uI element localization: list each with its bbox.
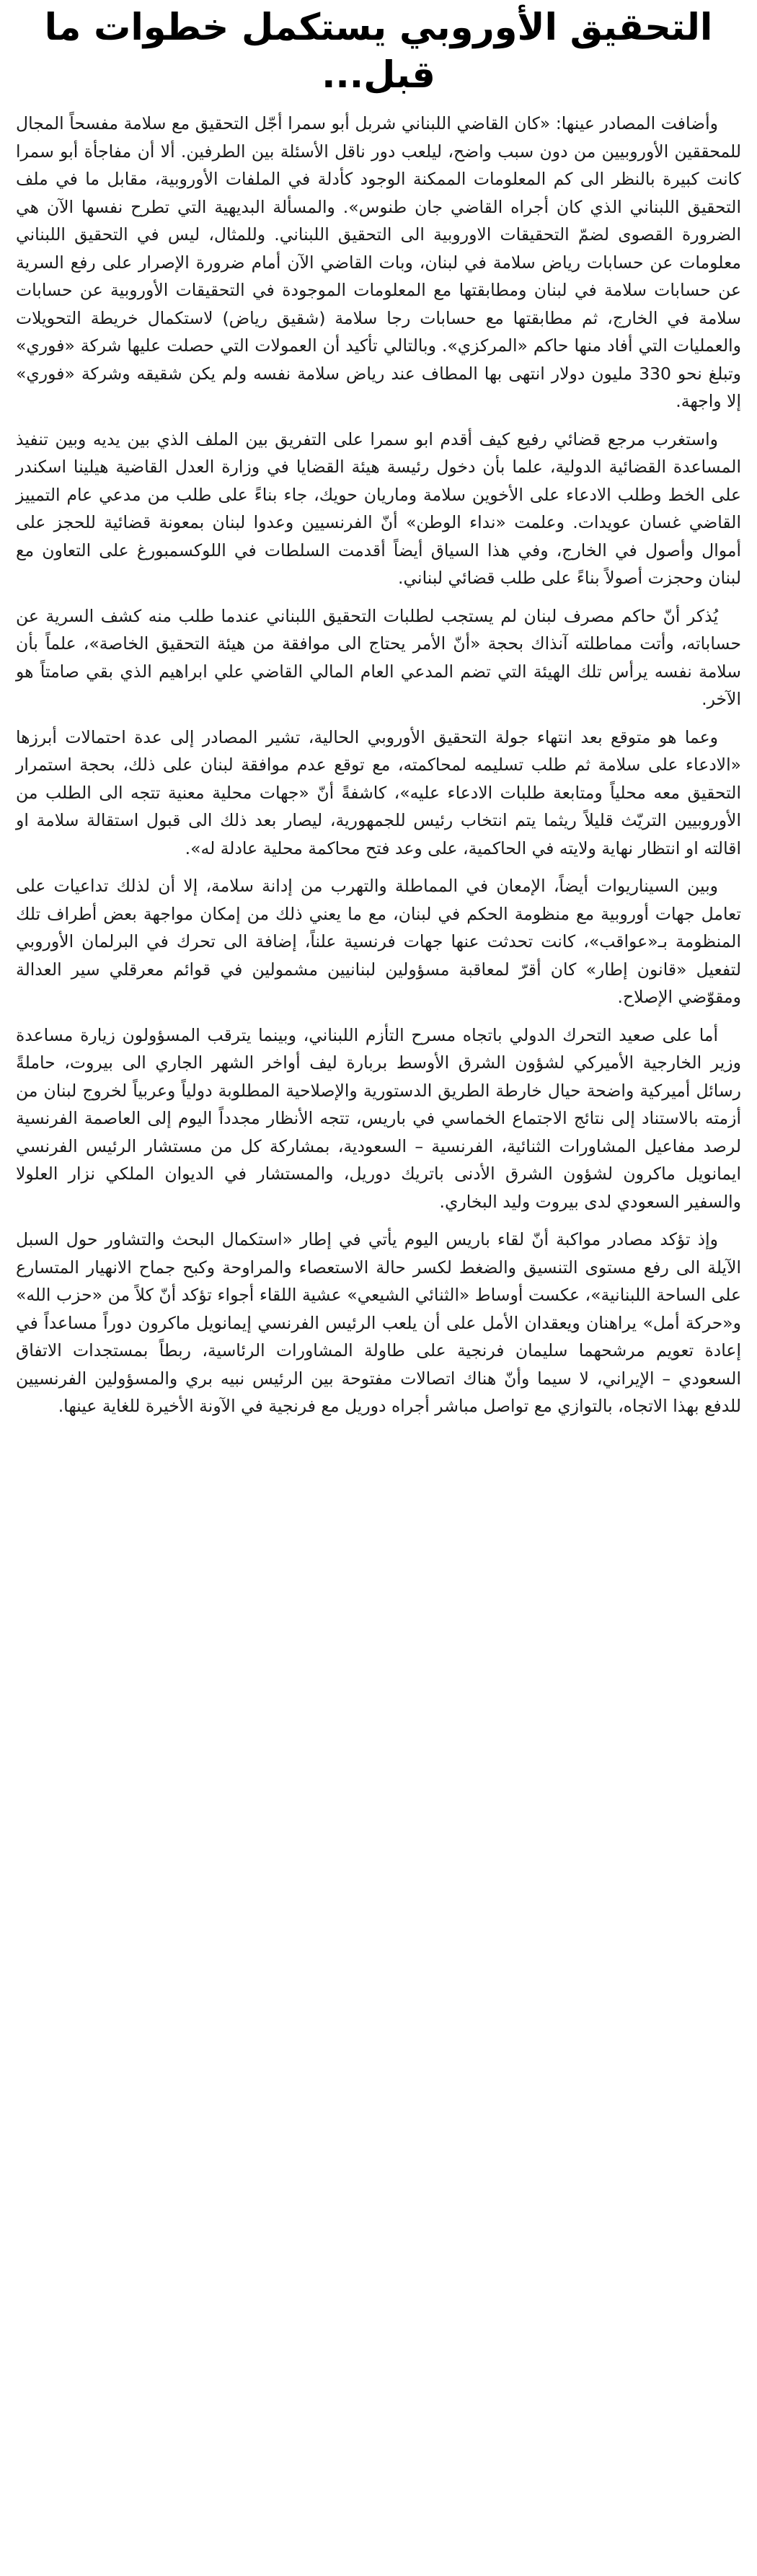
article-paragraph: وأضافت المصادر عينها: «كان القاضي اللبناني شربل أبو سمرا أجّل التحقيق مع سلامة مفسحاً المجال للمحققين الأوروبيين من دون سبب واضح، ليلعب دور ناقل الأسئلة بين الطرفين. ألا أن مفاجأة أبو سمرا كانت كبيرة بالنظر الى كم المعلومات الممكنة الوجود كأدلة في الملفات الأوروبية، مقابل ما في ملف التحقيق اللبناني الذي كان أجراه القاضي جان طنوس». والمسألة البديهية التي تطرح نفسها الآن هي الضرورة القصوى لضمّ التحقيقات الاوروبية الى التحقيق اللبناني. وللمثال، ليس في التحقيق اللبناني معلومات عن حسابات رياض سلامة في لبنان، وبات القاضي الآن أمام ضرورة الإصرار على رفع السرية عن حسابات سلامة في لبنان ومطابقتها مع المعلومات الموجودة في التحقيقات الأوروبية عن حسابات سلامة في الخارج، ثم مطابقتها مع حسابات رجا سلامة (شقيق رياض) لاستكمال خريطة التحويلات والعمليات التي أفاد منها حاكم «المركزي». وبالتالي تأكيد أن العمولات التي حصلت عليها شركة «فوري» وتبلغ نحو 330 مليون دولار انتهى بها المطاف عند رياض سلامة نفسه ولم يكن شقيقه وشركة «فوري» إلا واجهة. (16, 113, 741, 411)
article-paragraph: يُذكر أنّ حاكم مصرف لبنان لم يستجب لطلبات التحقيق اللبناني عندما طلب منه كشف السرية عن حساباته، وأتت مماطلته آنذاك بحجة «أنّ الأمر يحتاج الى موافقة من هيئة التحقيق الخاصة»، علماً بأن سلامة نفسه يرأس تلك الهيئة التي تضم المدعي العام المالي القاضي علي ابراهيم الذي بقي صامتاً هو الآخر. (16, 605, 741, 709)
article-body (16, 110, 741, 1420)
article-headline: التحقيق الأوروبي يستكمل خطوات ما قبل... (44, 6, 713, 97)
article-paragraph: أما على صعيد التحرك الدولي باتجاه مسرح التأزم اللبناني، وبينما يترقب المسؤولون زيارة مساعدة وزير الخارجية الأميركي لشؤون الشرق الأوسط بربارة ليف أواخر الشهر الجاري الى بيروت، حاملةً رسائل أميركية واضحة حيال خارطة الطريق الدستورية والإصلاحية المطلوبة دولياً وعربياً لخروج لبنان من أزمته بالاستناد إلى نتائج الاجتماع الخماسي في باريس، تتجه الأنظار مجدداً اليوم إلى العاصمة الفرنسية لرصد مفاعيل المشاورات الثنائية، الفرنسية – السعودية، بمشاركة كل من مستشار الرئيس الفرنسي ايمانويل ماكرون لشؤون الشرق الأدنى باتريك دوريل، والمستشار في الديوان الملكي نزار العلولا والسفير السعودي لدى بيروت وليد البخاري. (16, 1024, 741, 1212)
article-paragraph: وعما هو متوقع بعد انتهاء جولة التحقيق الأوروبي الحالية، تشير المصادر إلى عدة احتمالات أبرزها «الادعاء على سلامة ثم طلب تسليمه لمحاكمته، مع توقع عدم موافقة لبنان على ذلك، بحجة استمرار التحقيق معه محلياً ومتابعة طلبات الادعاء عليه»، كاشفةً أنّ «جهات محلية معنية تتجه الى الطلب من الأوروبيين التريّث قليلاً ريثما يتم انتخاب رئيس للجمهورية، ليصار بعد ذلك الى قبول استقالة سلامة او اقالته او انتظار نهاية ولايته في الحاكمية، على وعد فتح محاكمة محلية عادلة له». (16, 726, 741, 858)
article-paragraph: وإذ تؤكد مصادر مواكبة أنّ لقاء باريس اليوم يأتي في إطار «استكمال البحث والتشاور حول السبل الآيلة الى رفع مستوى التنسيق والضغط لكسر حالة الاستعصاء والمراوحة وكبح جماح الانهيار المتسارع على الساحة اللبنانية»، عكست أوساط «الثنائي الشيعي» عشية اللقاء أجواء تؤكد أنّ كلاً من «حزب الله» و«حركة أمل» يراهنان ويعقدان الأمل على أن يلعب الرئيس الفرنسي إيمانويل ماكرون دوراً مساعداً في إعادة تعويم مرشحهما سليمان فرنجية على طاولة المشاورات الرئاسية، ربطاً بمستجدات الاتفاق السعودي – الإيراني، لا سيما وأنّ هناك اتصالات مفتوحة بين الرئيس نبيه بري والمسؤولين الفرنسيين للدفع بهذا الاتجاه، بالتوازي مع تواصل مباشر أجراه دوريل مع فرنجية في الآونة الأخيرة للغاية عينها. (16, 1229, 741, 1416)
article-paragraph: واستغرب مرجع قضائي رفيع كيف أقدم ابو سمرا على التفريق بين الملف الذي بين يديه وبين تنفيذ المساعدة القضائية الدولية، علما بأن دخول رئيسة هيئة القضايا في وزارة العدل القاضية هيلينا اسكندر على الخط وطلب الادعاء على الأخوين سلامة وماريان حويك، جاء بناءً على طلب من مدعي عام التمييز القاضي غسان عويدات. وعلمت «نداء الوطن» أنّ الفرنسيين وعدوا لبنان بمعونة قضائية للحجز على أموال وأصول في الخارج، وفي هذا السياق أيضاً أقدمت السلطات في اللوكسمبورغ على التعاون مع لبنان وحجزت أصولاً بناءً على طلب قضائي لبناني. (16, 428, 741, 588)
article-paragraph: وبين السيناريوات أيضاً، الإمعان في المماطلة والتهرب من إدانة سلامة، إلا أن لذلك تداعيات على تعامل جهات أوروبية مع منظومة الحكم في لبنان، مع ما يعني ذلك من إمكان مواجهة بعض أطراف تلك المنظومة بـ«عواقب»، كانت تحدثت عنها جهات فرنسية علناً، إضافة الى تحرك في البرلمان الأوروبي لتفعيل «قانون إطار» كان أقرّ لمعاقبة مسؤولين لبنانيين مشمولين في قوائم معرقلي سير العدالة ومقوّضي الإصلاح. (16, 876, 741, 1007)
